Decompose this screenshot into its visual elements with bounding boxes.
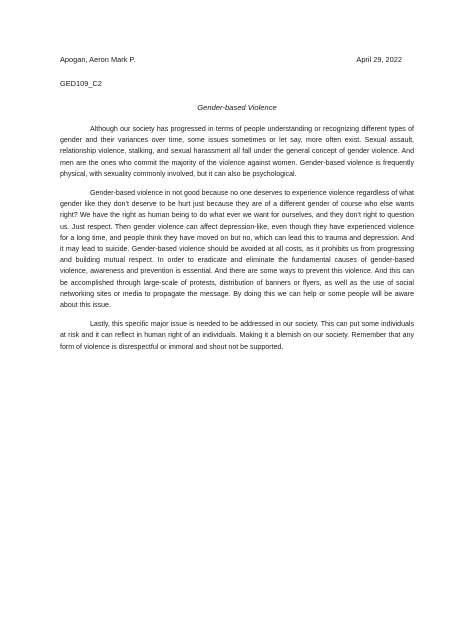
paragraph-3: Lastly, this specific major issue is needed to be addressed in our society. This can put some individuals at risk and it can reflect in human right of an individuals. Making it a blemish on our society. Remember that any form of violence is disrespectful or immoral and shout not be supported. bbox=[60, 321, 414, 351]
essay-title: Gender-based Violence bbox=[197, 103, 277, 112]
author-name: Apogan, Aeron Mark P. bbox=[60, 55, 136, 64]
course-code: GED109_C2 bbox=[60, 79, 102, 88]
paragraph-1: Although our society has progressed in terms of people understanding or recognizing different types of gender and their variances over time, some issues sometimes or let say, more often exist. Sexual assault, relationship violence, stalking, and sexual harassment all fall under the general concept of gender violence. And men are the ones who commit the majority of the violence against women. Gender-based violence is frequently physical, with sexuality commonly involved, but it can also be psychological. bbox=[60, 126, 414, 178]
header-row bbox=[60, 55, 414, 65]
paragraph-2: Gender-based violence in not good because no one deserves to experience violence regardless of what gender like they don’t deserve to be hurt just because they are of a different gender of course who else wants right? We have the right as human being to do what ever we want for ourselves, and they don’t right to question us. Just respect. Then gender violence can affect depression-like, even though they have experienced violence for a long time, and people think they have moved on but no, which can lead this to trauma and depression. And it may lead to suicide. Gender-based violence should be avoided at all costs, as it prohibits us from progressing and building mutual respect. In order to eradicate and eliminate the fundamental causes of gender-based violence, awareness and prevention is essential. And there are some ways to prevent this violence. And this can be accomplished through large-scale of protests, distribution of banners or flyers, as well as the use of social networking sites or media to propagate the message. By doing this we can help or some people will be aware about this issue. bbox=[60, 190, 414, 310]
date: April 29, 2022 bbox=[356, 55, 402, 64]
